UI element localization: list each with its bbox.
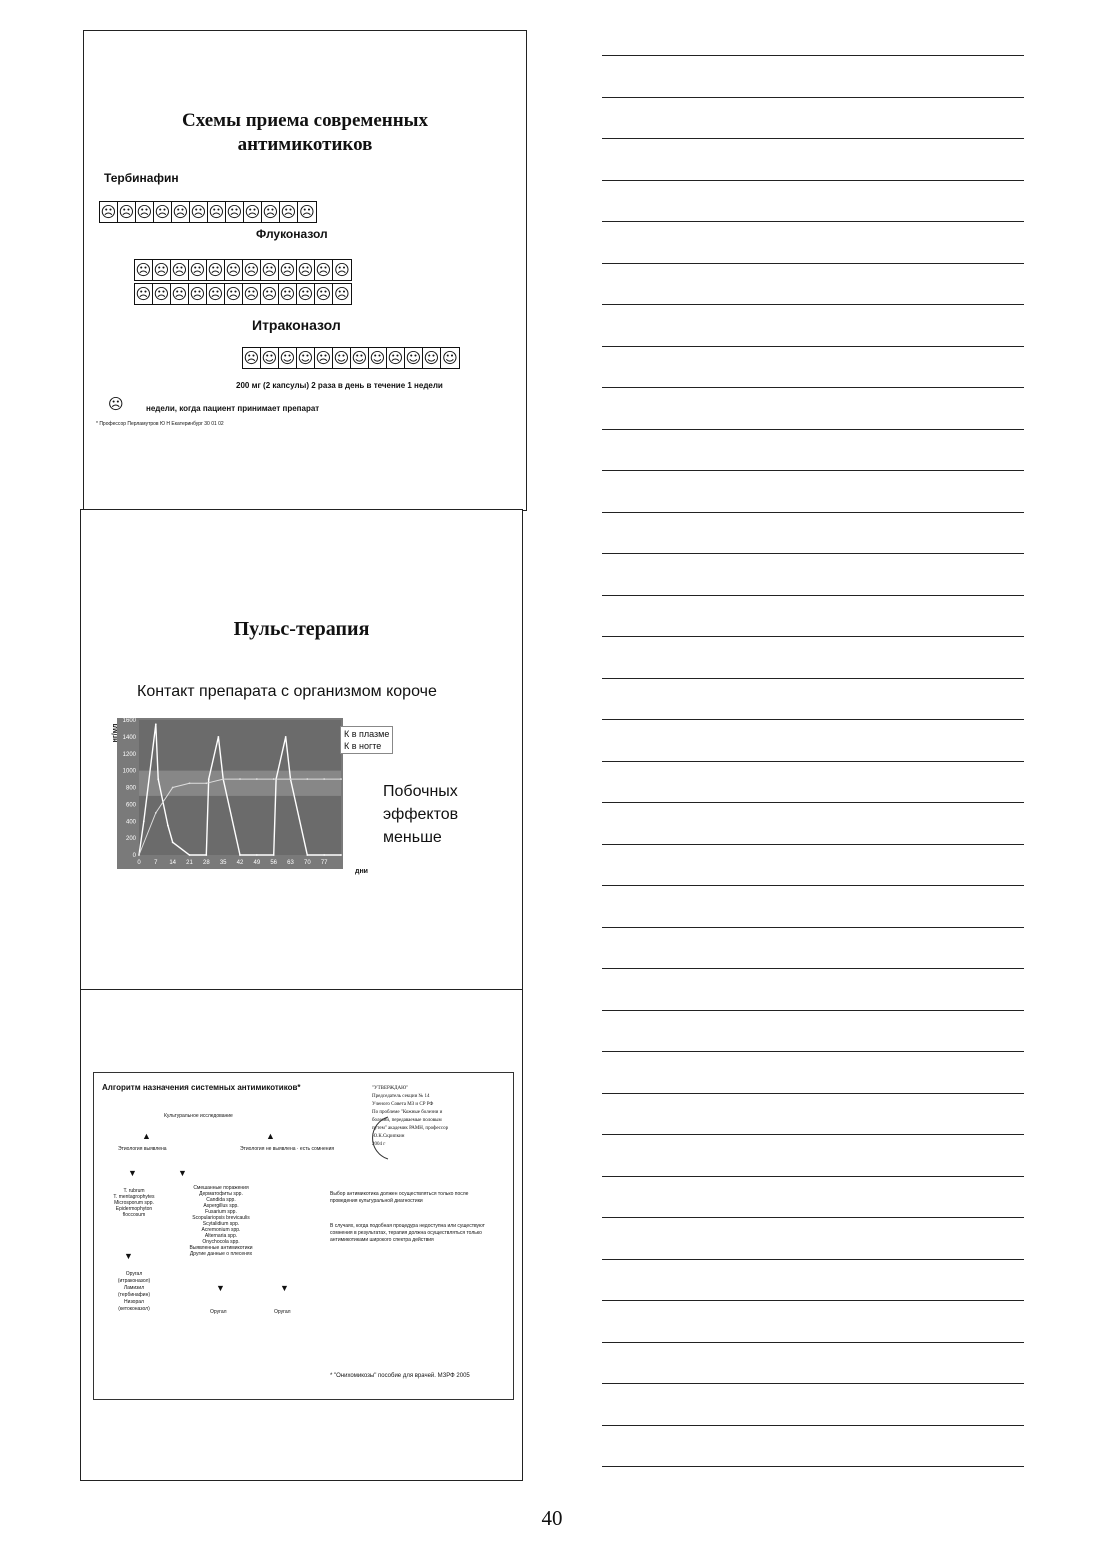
left-list-item: T. rubrum [123,1188,145,1194]
middle-list-item: Onychocola spp. [202,1239,240,1245]
left-result-item: Ламизил [123,1285,145,1291]
note-line [602,429,1024,430]
terbinafine-label: Тербинафин [104,171,179,185]
y-axis-label: нг/мл [112,723,119,743]
middle-list-item: Дерматофиты spp. [199,1191,243,1197]
sad-face-icon: ☹ [279,285,296,303]
flow-left: Этиология выявлена [118,1146,167,1152]
x-axis-label: дни [355,868,368,875]
legend-item-nail: К в ногте [344,741,382,751]
sad-face-icon: ☹ [297,285,314,303]
x-tick-label: 28 [202,860,210,866]
algorithm-frame [93,1072,514,1400]
result-b: Оругал [274,1309,291,1315]
slide2-title: Пульс-терапия [233,618,370,640]
approval-line: Председатель секции № 14 [372,1094,430,1099]
x-tick-label: 70 [303,860,311,866]
note-line [602,1466,1024,1467]
data-point [323,778,325,780]
note-1: Выбор антимикотика должен осуществляться только после проведения культуральной диагностики [330,1191,469,1204]
left-result-item: Низорал [124,1299,144,1305]
algorithm-footnote: * "Онихомикозы" пособие для врачей. МЗРФ 2005 [330,1373,470,1379]
sad-face-icon: ☹ [244,203,261,221]
x-tick-label: 63 [287,860,294,866]
sad-face-icon: ☹ [207,285,224,303]
data-point [239,854,241,856]
slide1-title-line1: Схемы приема современных [182,110,428,131]
sad-face-icon: ☹ [297,261,314,279]
note-line [602,885,1024,886]
legend-item-plasma: К в плазме [344,729,390,739]
note-line [602,1342,1024,1343]
side-text [383,780,458,849]
note-line [602,802,1024,803]
data-point [256,778,258,780]
note-line [602,97,1024,98]
sad-face-icon: ☹ [334,285,350,303]
middle-list-item: Другие данные о плесенях [189,1251,253,1257]
note-line [602,1383,1024,1384]
sad-face-icon: ☹ [171,261,188,279]
arrow-down-icon: ▼ [128,1168,137,1178]
slide-algorithm [80,989,523,1481]
approval-line: 2004 г [372,1142,386,1147]
note-line [602,844,1024,845]
sad-face-icon: ☹ [279,261,296,279]
data-point [239,778,241,780]
fluconazole-weeks-row-2 [134,283,352,305]
note-line [602,470,1024,471]
sad-face-icon: ☹ [315,285,332,303]
data-point [208,778,210,780]
middle-list-item: Scytalidium spp. [202,1221,240,1227]
data-point [155,723,157,725]
note-line [602,761,1024,762]
sad-face-icon: ☹ [208,203,225,221]
data-point [273,778,275,780]
sad-face-icon: ☹ [315,349,332,367]
y-tick-label: 0 [132,853,136,859]
legend-text: недели, когда пациент принимает препарат [146,404,320,413]
approval-line: Ю.К.Скрипкин [372,1134,405,1139]
middle-list-item: Выявленные антимикотики [189,1245,253,1251]
y-tick-label: 200 [125,836,136,843]
itraconazole-weeks-row [242,347,460,369]
note-line [602,595,1024,596]
approval-line: Ученого Совета МЗ и СР РФ [372,1102,434,1107]
note-line [602,636,1024,637]
data-point [340,854,342,856]
data-point [290,778,292,780]
data-point [285,736,287,738]
note-line [602,1425,1024,1426]
x-tick-label: 7 [154,860,158,866]
note-line [602,719,1024,720]
middle-list [176,1185,266,1257]
note-line [602,927,1024,928]
approval-line: путем" академик РАМН, профессор [372,1126,449,1131]
side-text-line2: эффектов [383,806,459,823]
y-tick-label: 600 [125,802,136,809]
arrow-up-icon: ▲ [266,1131,275,1141]
note-line [602,221,1024,222]
sad-face-icon: ☹ [118,203,135,221]
terbinafine-weeks-row [99,201,317,223]
note-line [602,1300,1024,1301]
smile-face-icon: ☺ [369,349,386,367]
left-list-item: T. mentagrophytes [113,1194,155,1200]
arrow-down-icon: ▼ [124,1251,133,1261]
middle-list-item: Смешанные поражения [193,1185,249,1191]
sad-face-icon: ☹ [135,285,152,303]
data-point [157,778,159,780]
sad-face-icon: ☹ [207,261,224,279]
y-tick-label: 400 [125,819,136,826]
data-point [306,854,308,856]
chart-legend [340,726,393,754]
slide-pulse-therapy [80,509,523,991]
left-result-item: (кетоконазол) [118,1306,150,1312]
sad-face-icon: ☹ [190,203,207,221]
note-2: В случаях, когда подобная процедура недоступна или существуют сомнения в результатах, терапия должна осуществляться только антимикотиками широкого спектра действия [330,1223,485,1243]
data-point [143,820,145,822]
note-line [602,263,1024,264]
sad-face-icon: ☹ [108,395,124,413]
slide-antimycotic-schemes [83,30,527,511]
x-tick-label: 77 [320,860,328,866]
arrow-down-icon: ▼ [178,1168,187,1178]
sad-face-icon: ☹ [135,261,152,279]
slide1-source: * Профессор Перламутров Ю Н Екатеринбург 30 01 02 [96,421,224,427]
algorithm-title: Алгоритм назначения системных антимикотиков* [102,1083,301,1092]
page-number: 40 [541,1506,563,1530]
sad-face-icon: ☹ [189,261,206,279]
smile-face-icon: ☺ [405,349,422,367]
stamp-circle [368,1113,418,1163]
data-point [205,854,207,856]
note-lines [602,0,1024,1564]
note-line [602,1051,1024,1052]
smile-face-icon: ☺ [279,349,296,367]
sad-face-icon: ☹ [225,261,242,279]
note-line [602,55,1024,56]
left-result-item: (тербинафин) [118,1292,150,1298]
middle-list-item: Alternaria spp. [204,1233,238,1239]
x-tick-label: 49 [253,860,261,866]
note-line [602,304,1024,305]
data-point [172,787,174,789]
left-list-item: Epidermophyton [115,1206,153,1212]
y-tick-label: 1400 [122,734,136,741]
result-a: Оругал [210,1309,227,1315]
data-point [205,782,207,784]
note-line [602,138,1024,139]
sad-face-icon: ☹ [261,285,278,303]
sad-face-icon: ☹ [387,349,404,367]
approval-line: болезни, передаваемые половым [372,1118,442,1123]
note-line [602,678,1024,679]
sad-face-icon: ☹ [136,203,153,221]
note-line [602,1010,1024,1011]
left-list [104,1188,164,1218]
data-point [138,854,140,856]
note-line [602,1217,1024,1218]
middle-list-item: Aspergillus spp. [203,1203,239,1209]
sad-face-icon: ☹ [280,203,297,221]
y-tick-label: 1000 [122,768,136,775]
x-tick-label: 0 [137,860,141,866]
note-line [602,1176,1024,1177]
flow-root: Культуральное исследование [164,1113,233,1119]
data-point [155,812,157,814]
left-list-item: Microsporum spp. [114,1200,154,1206]
sad-face-icon: ☹ [261,261,278,279]
smile-face-icon: ☺ [423,349,440,367]
x-tick-label: 56 [270,860,278,866]
arrow-down-icon: ▼ [216,1283,225,1293]
middle-list-item: Fusarium spp. [205,1209,237,1215]
sad-face-icon: ☹ [243,285,260,303]
middle-list-item: Scopulariopsis brevicaulis [192,1215,250,1221]
flow-right: Этиология не выявлена · есть сомнения [240,1146,335,1152]
middle-list-item: Acremonium spp. [201,1227,241,1233]
smile-face-icon: ☺ [333,349,350,367]
sad-face-icon: ☹ [243,261,260,279]
side-text-line1: Побочных [383,783,458,800]
left-result-item: (итраконазол) [117,1278,151,1284]
sad-face-icon: ☹ [226,203,243,221]
itraconazole-label: Итраконазол [252,317,341,333]
data-point [256,854,258,856]
sad-face-icon: ☹ [153,285,170,303]
data-point [217,736,219,738]
fluconazole-label: Флуконазол [256,227,328,241]
sad-face-icon: ☹ [262,203,279,221]
side-text-line3: меньше [383,829,442,846]
sad-face-icon: ☹ [100,203,117,221]
arrow-up-icon: ▲ [142,1131,151,1141]
note-line [602,1093,1024,1094]
note-line [602,1134,1024,1135]
data-point [340,778,342,780]
smile-face-icon: ☺ [261,349,278,367]
x-tick-label: 42 [236,860,244,866]
sad-face-icon: ☹ [189,285,206,303]
x-tick-label: 14 [169,860,177,866]
smile-face-icon: ☺ [351,349,368,367]
x-tick-label: 35 [219,860,227,866]
sad-face-icon: ☹ [153,261,170,279]
middle-list-item: Candida spp. [206,1197,236,1203]
note-line [602,346,1024,347]
sad-face-icon: ☹ [299,203,315,221]
sad-face-icon: ☹ [243,349,260,367]
arrow-down-icon: ▼ [280,1283,289,1293]
data-point [306,778,308,780]
y-tick-label: 1200 [122,751,136,758]
data-point [189,782,191,784]
slide1-title [84,109,526,157]
left-result [104,1271,164,1313]
data-point [222,778,224,780]
sad-face-icon: ☹ [315,261,332,279]
data-point [273,854,275,856]
left-list-item: floccosum [122,1212,146,1218]
note-line [602,387,1024,388]
smile-face-icon: ☺ [442,349,458,367]
slide1-title-line2: антимикотиков [237,134,373,155]
sad-face-icon: ☹ [225,285,242,303]
left-result-item: Оругал [125,1271,143,1277]
data-point [172,841,174,843]
sad-face-icon: ☹ [334,261,350,279]
note-line [602,180,1024,181]
slide2-subtitle: Контакт препарата с организмом короче [137,683,437,700]
dosage-note: 200 мг (2 капсулы) 2 раза в день в течение 1 недели [236,381,443,390]
sad-face-icon: ☹ [171,285,188,303]
fluconazole-weeks-row-1 [134,259,352,281]
data-point [167,825,169,827]
note-line [602,512,1024,513]
x-tick-label: 21 [186,860,193,866]
data-point [189,854,191,856]
smile-face-icon: ☺ [297,349,314,367]
note-line [602,1259,1024,1260]
sad-face-icon: ☹ [154,203,171,221]
approval-line: По проблеме "Кожные болезни и [372,1110,443,1115]
y-tick-label: 800 [125,785,136,792]
y-tick-label: 1600 [122,718,136,724]
approval-line: "УТВЕРЖДАЮ" [372,1086,409,1091]
note-line [602,968,1024,969]
data-point [323,854,325,856]
note-line [602,553,1024,554]
sad-face-icon: ☹ [172,203,189,221]
